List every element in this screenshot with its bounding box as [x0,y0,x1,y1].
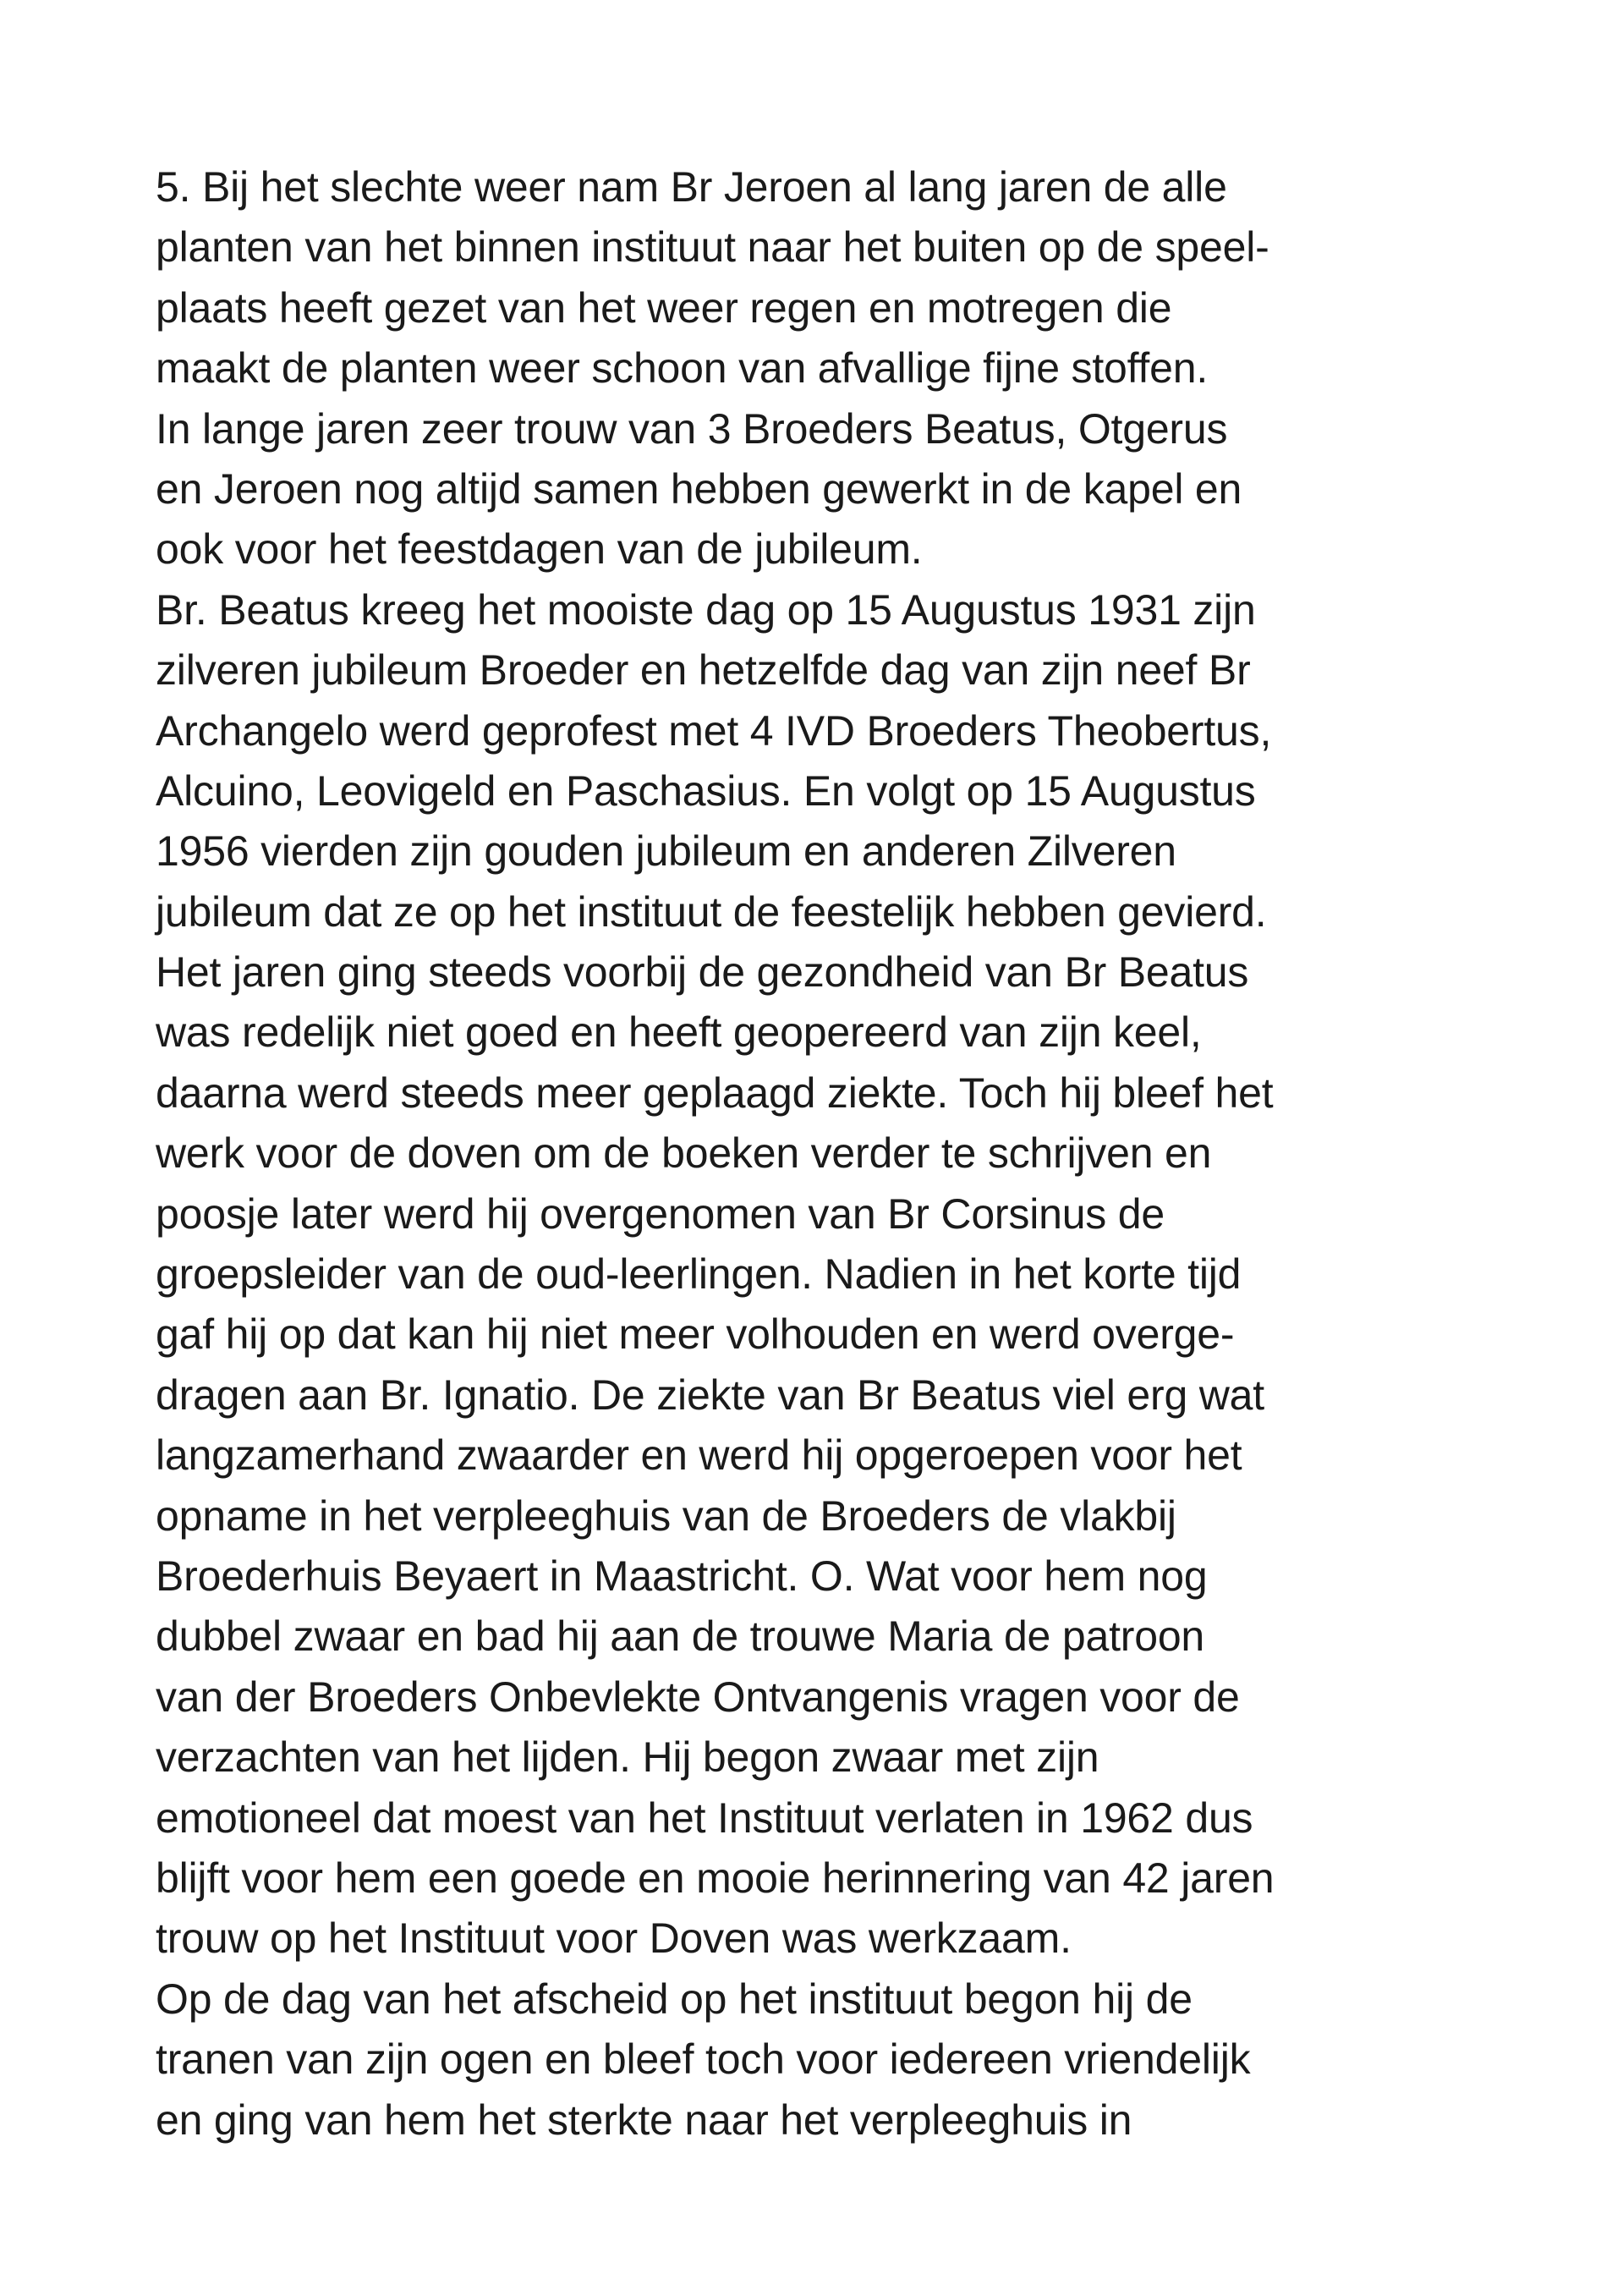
text-line: 1956 vierden zijn gouden jubileum en anderen Zilveren [156,827,1176,876]
text-line: daarna werd steeds meer geplaagd ziekte. Toch hij bleef het [156,1068,1274,1117]
text-line: In lange jaren zeer trouw van 3 Broeders Beatus, Otgerus [156,404,1228,453]
text-line: poosje later werd hij overgenomen van Br Corsinus de [156,1189,1165,1238]
text-line: en ging van hem het sterkte naar het verpleeghuis in [156,2096,1132,2144]
text-line: Archangelo werd geprofest met 4 IVD Broeders Theobertus, [156,706,1272,755]
text-line: Op de dag van het afscheid op het instituut begon hij de [156,1975,1193,2023]
text-line: gaf hij op dat kan hij niet meer volhouden en werd overge- [156,1310,1235,1359]
text-line: emotioneel dat moest van het Instituut verlaten in 1962 dus [156,1793,1253,1842]
text-line: Het jaren ging steeds voorbij de gezondheid van Br Beatus [156,948,1249,997]
text-line: en Jeroen nog altijd samen hebben gewerkt in de kapel en [156,464,1242,513]
text-line: zilveren jubileum Broeder en hetzelfde dag van zijn neef Br [156,646,1251,695]
text-line: plaats heeft gezet van het weer regen en motregen die [156,283,1172,332]
text-line: werk voor de doven om de boeken verder te schrijven en [156,1129,1212,1178]
text-line: ook voor het feestdagen van de jubileum. [156,525,923,574]
text-line: groepsleider van de oud-leerlingen. Nadien in het korte tijd [156,1250,1242,1299]
text-line: Alcuino, Leovigeld en Paschasius. En volgt op 15 Augustus [156,766,1256,815]
text-line: maakt de planten weer schoon van afvallige fijne stoffen. [156,344,1209,393]
text-line: tranen van zijn ogen en bleef toch voor iedereen vriendelijk [156,2035,1251,2084]
text-line: blijft voor hem een goede en mooie herinnering van 42 jaren [156,1854,1275,1902]
text-line: was redelijk niet goed en heeft geopereerd van zijn keel, [156,1008,1202,1057]
body-text [156,157,1543,2150]
text-line: trouw op het Instituut voor Doven was werkzaam. [156,1914,1072,1963]
text-line: 5. Bij het slechte weer nam Br Jeroen al lang jaren de alle [156,163,1227,211]
text-line: Broederhuis Beyaert in Maastricht. O. Wat voor hem nog [156,1552,1208,1600]
text-line: langzamerhand zwaarder en werd hij opgeroepen voor het [156,1431,1242,1480]
text-line: van der Broeders Onbevlekte Ontvangenis vragen voor de [156,1673,1240,1721]
text-line: Br. Beatus kreeg het mooiste dag op 15 Augustus 1931 zijn [156,585,1256,634]
text-line: dragen aan Br. Ignatio. De ziekte van Br Beatus viel erg wat [156,1370,1264,1419]
text-line: verzachten van het lijden. Hij begon zwaar met zijn [156,1733,1099,1782]
text-line: jubileum dat ze op het instituut de feestelijk hebben gevierd. [156,887,1267,936]
text-line: planten van het binnen instituut naar het buiten op de speel- [156,223,1269,272]
text-line: dubbel zwaar en bad hij aan de trouwe Maria de patroon [156,1612,1205,1661]
text-line: opname in het verpleeghuis van de Broeders de vlakbij [156,1491,1176,1540]
